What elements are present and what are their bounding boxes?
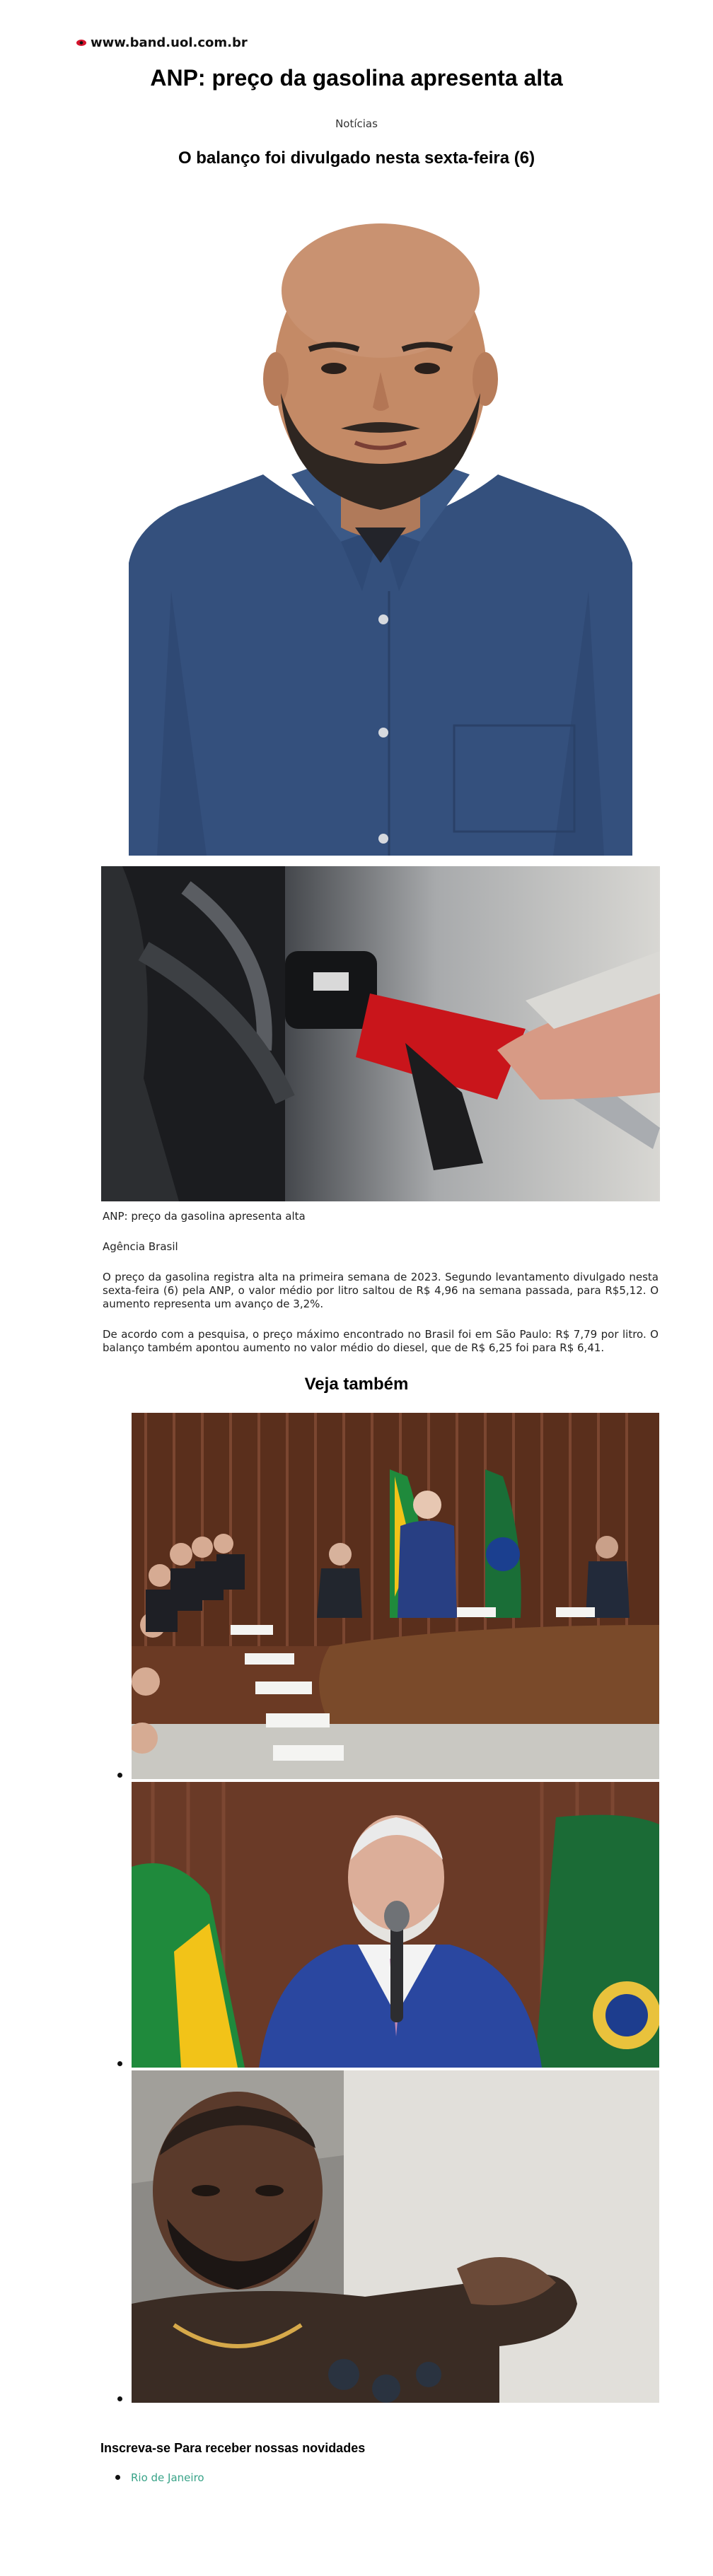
author-photo-illustration <box>129 195 632 856</box>
related-item[interactable] <box>132 1782 659 2068</box>
city-list <box>131 2471 204 2484</box>
related-thumbnail[interactable] <box>132 1413 659 1779</box>
related-item[interactable] <box>132 2070 659 2403</box>
fuel-pump-illustration <box>101 866 660 1201</box>
related-thumbnail[interactable] <box>132 1782 659 2068</box>
article-paragraph: De acordo com a pesquisa, o preço máximo encontrado no Brasil foi em São Paulo: R$ 7,79 por litro. O balanço também apontou aumento no valor médio do diesel, que de R$ 6,25 foi para R$ 6,41. <box>103 1328 659 1354</box>
image-credit: Agência Brasil <box>103 1240 178 1253</box>
portrait-photo-illustration <box>132 2070 659 2403</box>
article-title: ANP: preço da gasolina apresenta alta <box>150 65 563 91</box>
related-thumbnail[interactable] <box>132 2070 659 2403</box>
city-item[interactable] <box>131 2471 204 2484</box>
bullet-dot <box>115 2475 120 2480</box>
author-photo <box>129 195 632 856</box>
newsletter-heading: Inscreva-se Para receber nossas novidades <box>100 2441 366 2455</box>
bullet-dot <box>117 1773 122 1778</box>
article-subtitle: O balanço foi divulgado nesta sexta-feira (6) <box>178 148 535 168</box>
related-item[interactable] <box>132 1413 659 1779</box>
article-paragraph: O preço da gasolina registra alta na primeira semana de 2023. Segundo levantamento divulgado nesta sexta-feira (6) pela ANP, o valor médio por litro saltou de R$ 4,96 na semana passada, para R$5,12. O aumento representa um avanço de 3,2%. <box>103 1271 659 1310</box>
section-label[interactable]: Notícias <box>335 117 378 130</box>
image-caption: ANP: preço da gasolina apresenta alta <box>103 1210 306 1223</box>
fuel-pump-photo <box>101 866 660 1201</box>
see-also-heading: Veja também <box>304 1375 409 1394</box>
site-host[interactable] <box>76 35 248 50</box>
related-list <box>132 1413 659 2406</box>
city-link-rio-de-janeiro[interactable]: Rio de Janeiro <box>131 2471 204 2484</box>
band-eye-icon <box>76 40 86 46</box>
bullet-dot <box>117 2061 122 2066</box>
bullet-dot <box>117 2396 122 2401</box>
speech-photo-illustration <box>132 1782 659 2068</box>
site-host-text[interactable]: www.band.uol.com.br <box>91 35 248 50</box>
meeting-photo-illustration <box>132 1413 659 1779</box>
article-body <box>103 1210 659 1372</box>
